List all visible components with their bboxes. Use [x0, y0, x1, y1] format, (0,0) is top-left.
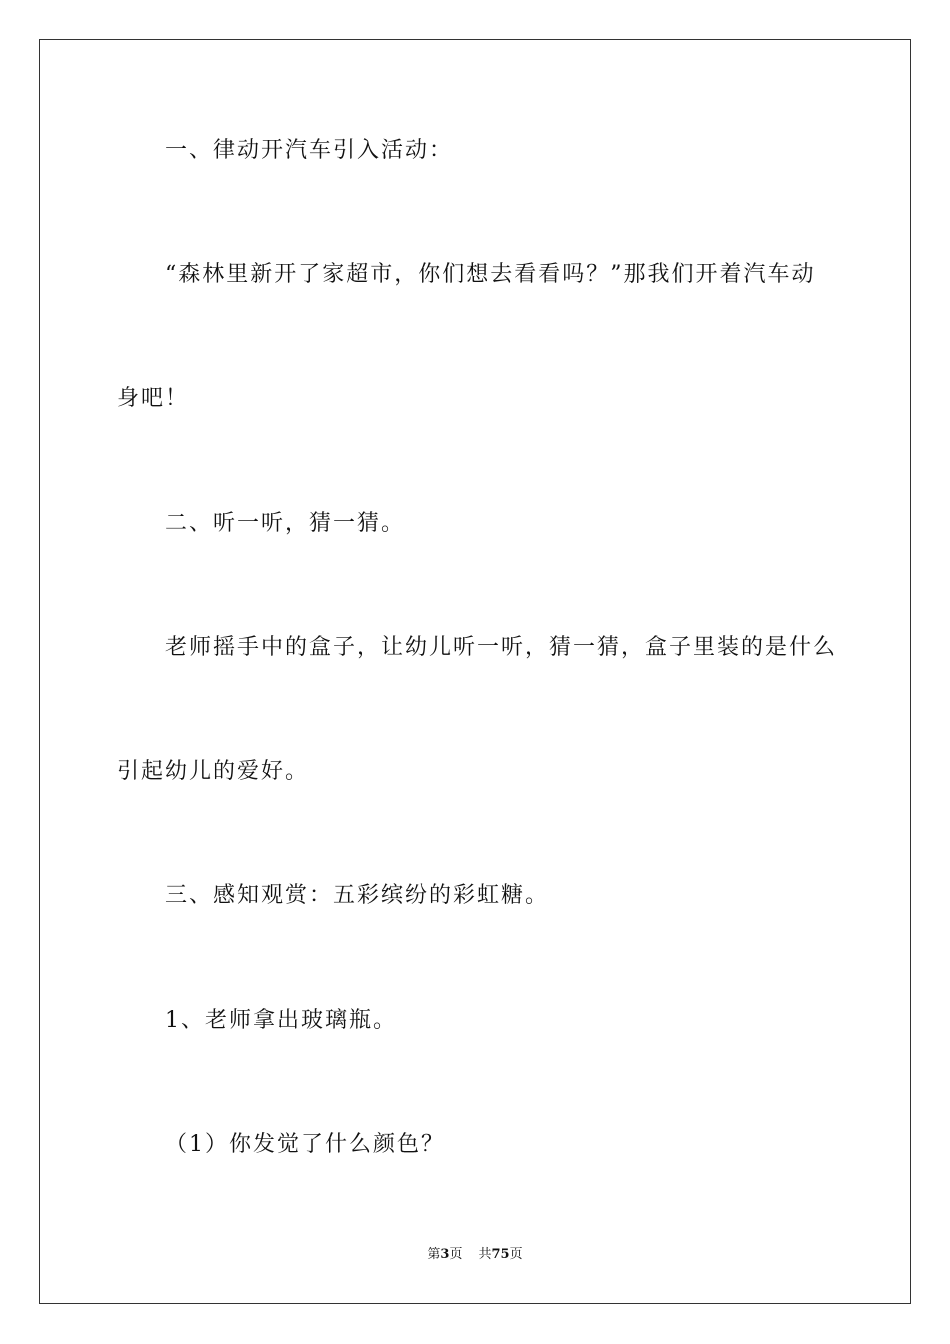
- list-item: 1、老师拿出玻璃瓶。: [165, 1008, 397, 1033]
- sub-list-item: （1）你发觉了什么颜色？: [165, 1132, 445, 1157]
- paragraph-text: 老师摇手中的盒子，让幼儿听一听，猜一猜，盒子里装的是什么: [165, 635, 838, 660]
- paragraph-heading-3: 三、感知观赏：五彩缤纷的彩虹糖。: [165, 883, 550, 908]
- footer-total-prefix: 共: [478, 1247, 492, 1262]
- footer-total-pages: 75: [491, 1247, 510, 1262]
- footer-page-number: 3: [440, 1247, 450, 1262]
- footer-page-suffix: 页: [449, 1247, 463, 1262]
- paragraph-heading-1: 一、律动开汽车引入活动：: [165, 138, 454, 163]
- paragraph-heading-2: 二、听一听，猜一猜。: [165, 511, 406, 536]
- footer-page-prefix: 第: [427, 1247, 441, 1262]
- paragraph-text: “森林里新开了家超市，你们想去看看吗？”那我们开着汽车动: [165, 262, 816, 287]
- paragraph-text-continued: 引起幼儿的爱好。: [117, 759, 310, 784]
- paragraph-text-continued: 身吧！: [117, 386, 190, 411]
- page-footer: [0, 1246, 950, 1264]
- footer-total-suffix: 页: [509, 1247, 523, 1262]
- page-frame: [39, 39, 911, 1304]
